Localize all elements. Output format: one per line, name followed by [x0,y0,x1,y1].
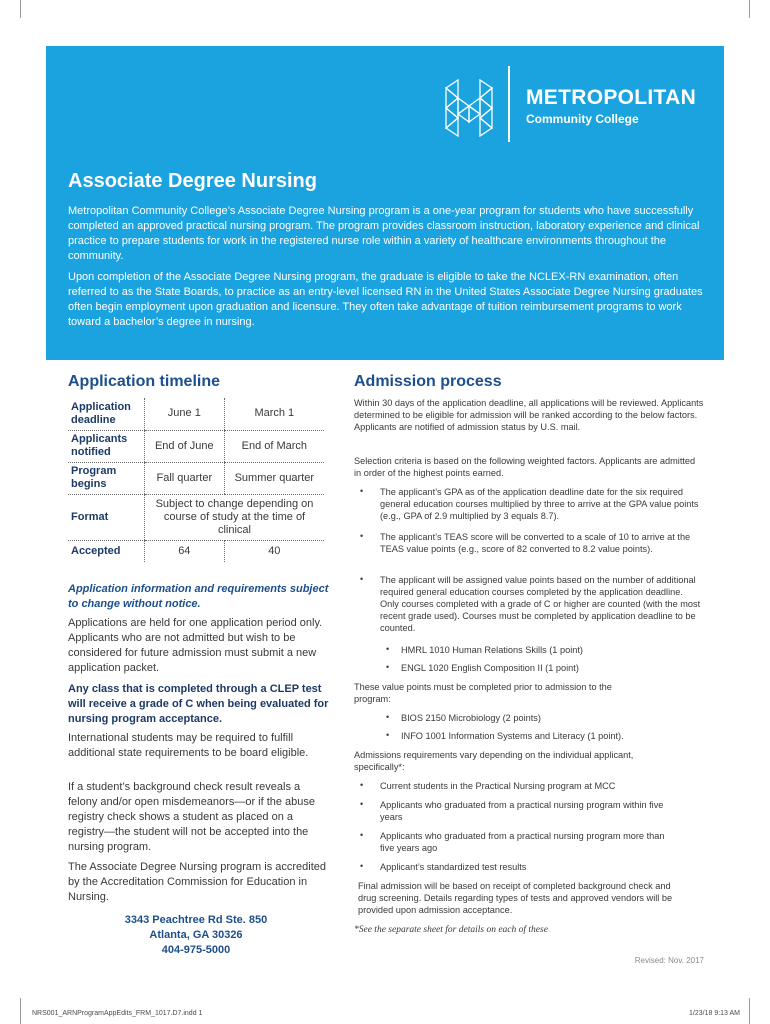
specific-item: Current students in the Practical Nursing program at MCC [380,781,616,791]
vary-note: Admissions requirements vary depending on the individual applicant, specifically*: [354,750,634,772]
address-street: 3343 Peachtree Rd Ste. 850 [124,914,268,926]
bullet-icon: • [360,780,364,790]
intro-paragraph: Metropolitan Community College’s Associate Degree Nursing program is a one-year program for students who have successfully completed an approved practical nursing program. The program provides classroom instruction, laboratory experience and clinical practice to prepare students for work in the registered nurse role within a variety of healthcare environments throughout the community. [68,205,700,262]
crop-mark [20,998,21,1024]
footnote: *See the separate sheet for details on each of these [354,925,548,935]
phone-number: 404-975-5000 [161,944,231,956]
table-cell: June 1 [145,398,225,430]
crop-mark [20,0,21,18]
table-cell: End of June [145,430,225,462]
logo-name: METROPOLITAN [526,86,697,109]
table-row [68,462,324,494]
timeline-title: Application timeline [68,373,221,390]
bullet-icon: • [386,712,390,722]
specific-item: Applicants who graduated from a practical nursing program more than five years ago [380,831,665,853]
table-cell: Subject to change depending on course of study at the time of clinical [145,494,325,540]
row-label: Format [68,494,145,540]
bullet-icon: • [360,574,364,584]
table-row [68,430,324,462]
crop-mark [749,998,750,1024]
accreditation-note: The Associate Degree Nursing program is accredited by the Accreditation Commission for Education in Nursing. [68,861,327,903]
prior-note: These value points must be completed prior to admission to the program: [354,682,612,704]
row-label: Accepted [71,544,121,557]
bullet-icon: • [360,531,364,541]
bullet-icon: • [360,486,364,496]
logo-subtitle: Community College [526,112,639,126]
course-item: BIOS 2150 Microbiology (2 points) [401,713,541,723]
logo-triangle-m-icon [444,78,494,138]
row-label: Application deadline [68,398,145,430]
criteria-item: The applicant’s TEAS score will be converted to a scale of 10 to arrive at the TEAS value points (e.g., score of 82 converted to 8.2 value points). [380,532,691,554]
change-notice: Application information and requirements subject to change without notice. [68,583,329,610]
header-banner [46,46,724,360]
table-row [68,494,324,540]
address-city: Atlanta, GA 30326 [149,929,243,941]
table-cell: Fall quarter [145,462,225,494]
clep-note: Any class that is completed through a CLEP test will receive a grade of C when being evaluated for nursing program acceptance. [68,683,329,725]
bullet-icon: • [386,644,390,654]
table-row [68,540,324,562]
revised-date: Revised: Nov. 2017 [634,956,704,965]
row-label: Applicants notified [68,430,145,462]
table-cell: 40 [224,540,324,562]
print-date: 1/23/18 9:13 AM [689,1010,740,1017]
address-block [68,913,324,958]
international-note: International students may be required to fulfill additional state requirements to be board eligible. [68,732,309,759]
table-cell: 64 [145,540,225,562]
criteria-item: The applicant will be assigned value points based on the number of additional required general education courses completed by the application deadline. Only courses completed with a grade of C or higher are counted (with the most recent grade used). Courses must be completed by application deadline to be counted. [380,575,701,633]
admission-intro: Within 30 days of the application deadline, all applications will be reviewed. Applicants determined to be eligible for admission will be ranked according to the below factors. Applicants are notified of admission status by U.S. mail. [354,398,704,432]
bullet-icon: • [386,662,390,672]
timeline-table [68,398,324,562]
bullet-icon: • [386,730,390,740]
criteria-item: The applicant’s GPA as of the application deadline date for the six required general education courses multiplied by three to arrive at the GPA value points (e.g., GPA of 2.9 multiplied by 3 equals 8.7). [380,487,699,521]
applications-note: Applications are held for one application period only. Applicants who are not admitted but wish to be considered for future admission must submit a new application packet. [68,617,323,674]
bullet-icon: • [360,861,364,871]
admission-title: Admission process [354,373,502,390]
table-row [68,398,324,430]
table-cell: March 1 [224,398,324,430]
specific-item: Applicants who graduated from a practical nursing program within five years [380,800,664,822]
specific-item: Applicant’s standardized test results [380,862,527,872]
page-title: Associate Degree Nursing [68,170,317,192]
crop-mark [749,0,750,18]
final-admission-note: Final admission will be based on receipt of completed background check and drug screening. Details regarding types of tests and approved vendors will be provided upon admission acceptance. [358,881,673,915]
nclex-paragraph: Upon completion of the Associate Degree Nursing program, the graduate is eligible to take the NCLEX-RN examination, often referred to as the State Boards, to practice as an entry-level licensed RN in the United States Associate Degree Nursing graduates often begin employment upon graduation and licensure. They often take advantage of tuition reimbursement programs to work toward a bachelor’s degree in nursing. [68,271,703,328]
course-item: ENGL 1020 English Composition II (1 point) [401,663,579,673]
bullet-icon: • [360,830,364,840]
table-cell: End of March [224,430,324,462]
table-cell: Summer quarter [224,462,324,494]
print-file-name: NRS001_ARNProgramAppEdits_FRM_1017.D7.indd 1 [32,1010,203,1017]
bullet-icon: • [360,799,364,809]
mcc-logo [444,66,714,146]
row-label: Program begins [68,462,145,494]
course-item: HMRL 1010 Human Relations Skills (1 point) [401,645,583,655]
background-check-note: If a student’s background check result reveals a felony and/or open misdemeanors—or if the abuse registry check shows a student as placed on a registry—the student will not be accepted into the nursing program. [68,781,316,853]
course-item: INFO 1001 Information Systems and Literacy (1 point). [401,731,624,741]
criteria-intro: Selection criteria is based on the following weighted factors. Applicants are admitted in order of the highest points earned. [354,456,696,478]
logo-divider [508,66,510,142]
